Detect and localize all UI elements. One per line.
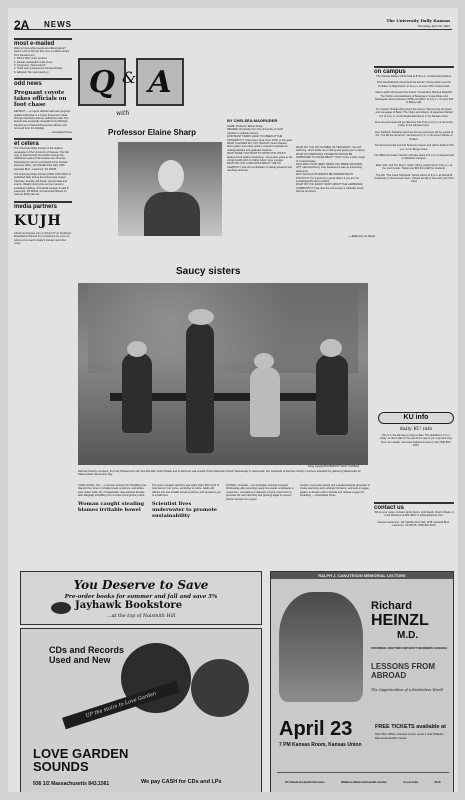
bookstore-headline: You Deserve to Save — [73, 578, 209, 592]
photo-hat — [188, 309, 214, 325]
contact-text: Tell us your news. Contact Jamie Storm, Erik Starch, Darrin Shade or Amie McGlone at 864-4810 or editor@kansan.com. — [374, 511, 454, 518]
heinzl-lecture-ad[interactable] — [270, 571, 454, 792]
etcetera-text-2: The University Daily Kansan (ISSN 0746-4967) is published daily during the school year except Saturday, Sunday, fall break, spring break and exams. Weekly during the summer session excluding holidays. Periodical postage is paid in Lawrence, KS 66044. Annual subscriptions by mail are $120 plus tax. — [14, 172, 71, 197]
most-emailed-item[interactable]: 3. Jorgensen: Need a Rush — [14, 64, 46, 68]
newspaper-page — [8, 8, 458, 792]
story-headline: Woman caught stealing blames irritable bowel — [78, 501, 145, 513]
story-headline-box — [78, 498, 148, 515]
most-emailed-item[interactable]: 2. Kansas declaration finds home — [14, 60, 53, 64]
photo-hat — [254, 353, 274, 369]
most-emailed-item[interactable]: 1. Who's Who: Kelly Jenkins — [14, 57, 47, 61]
lecture-date: April 23 — [279, 718, 353, 740]
lecture-series: RALPH J. CANUTESON MEMORIAL LECTURE — [271, 572, 453, 579]
lgs-address: 936 1/2 Massachusetts 843.1561 — [33, 781, 110, 787]
photo-hat — [320, 339, 342, 357]
story-col-3 — [226, 484, 296, 501]
odd-news-headline: Pregnant coyote takes officials on foot chase — [14, 90, 67, 109]
photo-headline: Saucy sisters — [176, 266, 241, 277]
lgs-ribbon: UP the stairs to Love Garden — [62, 681, 180, 729]
record-icon — [191, 659, 249, 717]
media-partners-heading: media partners — [14, 201, 72, 210]
ticket-details: SUA Box Office, Kansas Union Level 4 and Watkins Memorial Health Center — [375, 732, 444, 740]
photo-hat — [127, 341, 147, 357]
qa-column-2 — [296, 146, 366, 194]
story-col-1 — [78, 484, 148, 498]
bookstore-ad[interactable] — [20, 571, 262, 625]
qa-edited-by: — Edited by Ja Sarah — [348, 234, 376, 238]
etcetera-text: The University Daily Kansan is the student newspaper of the University of Kansas. The first copy is paid through the student activity fee. Additional copies of the Kansan are 25 cents. Subscriptions can be purchased at the Kansan business office, 119 Stauffer-Flint Hall, 1435 Jayhawk Blvd., Lawrence, KS 66045. — [14, 147, 70, 171]
lgs-name: LOVE GARDEN SOUNDS — [33, 746, 129, 774]
event-item: Gov. Kathleen Sebelius and three former governors will be guests at the "You Be the Governor" seminar at 4 p.m. in the Dole Institute of Politics. — [374, 130, 454, 141]
event-item: Dr. Andrew Tsubaki will present the lecture "Discovering the Heart and Language of Budo: The Origin and History of Japanese Martial Art" at 12 p.m. at the Regionalist Room in the Kansas Union. — [375, 107, 453, 118]
red-hat-photo — [78, 283, 368, 465]
speaker-title: M.D. — [397, 630, 419, 641]
qa-professor-name: Professor Elaine Sharp — [108, 128, 197, 137]
contact-heading: contact us — [374, 502, 454, 511]
qa-with: with — [116, 110, 130, 117]
ku-info-box — [378, 412, 454, 448]
lgs-headline: CDs and Records Used and New — [49, 645, 125, 665]
bookstore-subhead: Pre-order books for summer and fall and save 5% — [64, 594, 218, 600]
event-item: The Kansas Relays will be held at 8:30 a.m. at Memorial Stadium. — [376, 75, 452, 78]
event-item: Free tea and treats will be offered at Tea Time at 3 p.m. at the Union Lobby in the Kansas Union. — [374, 121, 454, 128]
ku-info-subtitle: daily KU info — [399, 426, 433, 432]
event-item: Elton John and Tim Rice's "AIDA" will be performed at 7:30 p.m. at the Lied Center. Tickets are $19.50 to $26 for students. — [375, 163, 453, 171]
most-emailed-item[interactable]: 5. Editorial: We must stand up — [14, 70, 49, 74]
media-text: Check out Kansan.com or KUJH-TV on Sunflower Broadband Channel 31 in Lawrence for more on what you've read in today's Kansan and other news. — [14, 231, 72, 245]
qa-banner — [78, 58, 180, 128]
issue-date: Thursday, April 19, 2007 — [417, 24, 450, 28]
etcetera-heading: et cetera — [14, 138, 72, 147]
portrait-face — [158, 160, 184, 192]
on-campus-heading: on campus — [374, 66, 454, 75]
lgs-cash: We pay CASH for CDs and LPs — [141, 779, 222, 785]
lecture-subtitle: The Opportunities of a Borderless World — [371, 688, 443, 692]
story-col-2 — [152, 484, 222, 521]
story-headline: Scientist lives underwater to promote sustainability — [152, 500, 217, 519]
qa-interest: WHY SHOULD STUDENTS BE INTERESTED IN POLITICS? You cannot be a good citizen if you are not knowledgeable about politics. — [296, 173, 359, 184]
qa-ampersand: & — [122, 68, 137, 87]
qa-classes: WHAT CLASSES DO YOU TEACH? I teach classes about policy and urban politics, research methods for undergraduates and graduate students. — [227, 142, 288, 152]
qa-byline: BY CHELSEA MAGRUDER — [227, 118, 278, 123]
ku-info-logo: KU info — [378, 412, 454, 424]
qa-name: NAME: Professor Elaine Sharp — [227, 125, 263, 128]
photo-person — [122, 353, 152, 433]
masthead: The University Daily Kansan — [386, 18, 450, 23]
portrait-body — [144, 192, 200, 236]
photo-caption: Red Hat Society members, from left, Barbara Ann Hill, Sue Brendler, Ruth Prickett and Jo McCune wait outside Trinity Methodist Church Wednesday in Gainesville, Fla. Hundreds of Red Hat Society members attended the gathering Wednesday for National Red Hat Society Day. — [78, 470, 361, 477]
jayhawk-icon — [51, 602, 71, 614]
free-tickets: FREE TICKETS available at — [375, 724, 446, 730]
love-garden-ad[interactable] — [20, 628, 262, 792]
event-item: The MBA Information Session will take place at 6 p.m. in Regnier Hall on Edwards Campus. — [374, 153, 454, 161]
story-text: CAPE CORAL, Fla. — A woman arrested for shoplifting has blamed the crime on irritable bowel syndrome, authorities said. Helen Gallo, 81, of Clearwater, was arrested Sunday after allegedly shoplifting from a Cape Coral grocery store. — [78, 484, 147, 498]
sponsor-logo: KU Student Health Services — [285, 779, 325, 784]
bookstore-name: Jayhawk Bookstore — [75, 600, 183, 611]
lecture-title: LESSONS FROM ABROAD — [371, 662, 436, 680]
sponsor-logo: Watkins Memorial Health Center — [341, 779, 387, 784]
kujh-logo: KUJH — [14, 212, 62, 229]
bookstore-tagline: ...at the top of Naismith Hill — [107, 614, 176, 619]
photo-person — [250, 367, 280, 437]
qa-politics: WHAT MADE YOU WANT TO STUDY POLITICS? I always found politics interesting. I remember going to the voting booths with my father when I was younger. — [227, 152, 293, 163]
page-header — [14, 18, 452, 30]
qa-column-1 — [227, 118, 293, 173]
qa-degree: DEGREE: Doctorate from the University of North Carolina in political science — [227, 128, 283, 135]
qa-lawrence: WHAT DO YOU ENJOY MOST ABOUT THE LAWRENCE COMMUNITY? I like how the community is culturally active, diverse and lively. — [296, 183, 365, 194]
sponsor-logo: SUA — [434, 779, 441, 784]
qa-how-long: HOW MANY YEARS HAVE YOU BEEN AT THE UNIVERSITY? I have been here since 1978, or 29 years. — [227, 135, 293, 142]
qa-surprised: WHAT IS SOMETHING STUDENTS WOULD BE SURPRISED TO KNOW ABOUT YOU? I have a wide range of musical tastes. — [296, 152, 365, 163]
sponsor-logo: Coca-Cola — [403, 779, 419, 784]
qa-hero: WHO WAS YOUR HERO WHEN YOU WERE GROWING UP? I admired Henry Clay because he was an interesting statesman. — [296, 163, 363, 173]
photo-credit: Doug Gregan/UNIVERSITY DAILY KANSAN — [308, 465, 360, 468]
ku-info-text: This is it, the last day to drop a class. The deadline is 5 p.m. today, so don't wait for the end of the day or you may face long lines. For details, visit www.registrar.ku.edu or call (785) 864-4423. — [380, 434, 452, 448]
event-item: Prof. David Eberth will present the lecture "Consumption and the Problem of Objectivism" at 12 p.m. at room 706 in Fraser Hall. — [376, 81, 452, 88]
event-item: The Environmental and Life Sciences Career Fair will be held at 4:30 p.m. in the Burge Union. — [374, 144, 454, 151]
most-emailed-intro: Want to know what people are talking about? Here's a list of the top five most e-mailed stories from Kansan.com: — [14, 47, 70, 57]
qa-q-letter: Q — [78, 58, 126, 106]
qa-love-ku: WHAT DO YOU LOVE MOST ABOUT THE KU CAMPUS? I love the combination of taking research and teaching seriously. — [227, 162, 292, 173]
speaker-last-name: HEINZL — [371, 612, 429, 629]
contact-box — [374, 502, 454, 531]
odd-news-credit: — Associated Press — [48, 130, 72, 134]
page-number: 2A — [14, 18, 30, 32]
story-text: The store manager said they saw Gallo place $26 worth of food items in her purse, according to police. Gallo told officers she has irritable bowel syndrome and needed to get to a bathroom. — [152, 484, 221, 498]
story-text: SYDNEY, Australia — An Australian scientist emerged Wednesday after spending nearly two weeks underwater in a steel box, completing a stationary bicycle experiment to generate his own electricity and growing algae to convert carbon dioxide into oxygen. — [226, 484, 294, 501]
photo-person — [186, 323, 214, 453]
sponsor-logos — [277, 772, 449, 790]
lecture-time: 7 PM Kansas Room, Kansas Union — [279, 742, 362, 748]
section-title: NEWS — [44, 20, 72, 29]
professor-portrait — [118, 142, 222, 236]
event-item: Stacy Loisch will present the lecture "Costa Rica: Banana Republic: The Politics and Aesthetics of Bananas in Costa Rican and Nicaraguan documentaries (1970s and 80s)" at 12 p.m. at room 318 in Bailey Hall. — [374, 91, 454, 105]
speaker-photo — [279, 592, 363, 702]
qa-outside: WHAT DO YOU DO OUTSIDE OF TEACHING? I do bird watching, which leads me to hiking and getting out in nature. — [296, 146, 366, 153]
left-column — [14, 34, 72, 245]
right-column — [374, 66, 454, 187]
event-item: The film "The Good Shepherd" will be shown at 8 p.m. at Woodruff Auditorium in the Kansas Union. Tickets are $2 or free with your SUA Card. — [374, 173, 454, 184]
story-text: Godson used solar panels and a pedal-powered generator to create electricity and recharge his laptop, and kept an algae garden to absorb carbon dioxide and release oxygen for breathing. — Associated Press — [300, 484, 370, 498]
most-emailed-heading: most e-mailed — [14, 38, 72, 47]
most-emailed-item[interactable]: 4. Track team prepares for Kansas Relays — [14, 67, 63, 71]
speaker-role: FOUNDER, DOCTORS WITHOUT BORDERS CANADA — [371, 646, 447, 650]
odd-news-heading: odd news — [14, 78, 72, 87]
photo-person — [316, 355, 348, 435]
contact-address: Kansan newsroom, 111 Stauffer-Flint Hall, 1435 Jayhawk Blvd., Lawrence, KS 66045, (785) 864-4810 — [377, 520, 451, 528]
story-col-4 — [300, 484, 370, 498]
speaker-first-name: Richard — [371, 600, 412, 612]
qa-a-letter: A — [136, 58, 184, 106]
odd-news-text: DETROIT — A coyote officials said was pregnant eluded authorities in a nearly three-hour chase through downtown Detroit, authorities said. The animal was eventually tranquilized by Michigan Department of Natural Resources officers and removed from the building. — [14, 110, 71, 131]
